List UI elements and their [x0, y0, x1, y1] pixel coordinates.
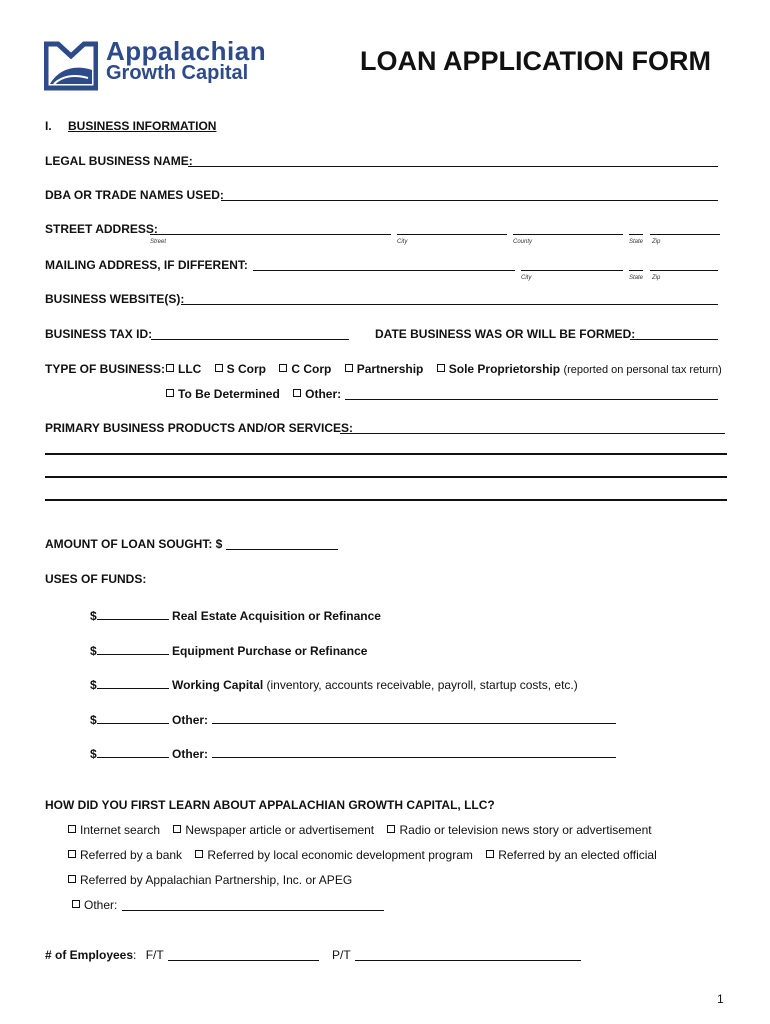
use-row [90, 745, 208, 761]
use-amount-field[interactable] [97, 711, 169, 724]
tax-id-label: BUSINESS TAX ID: [45, 327, 153, 341]
checkbox-icon [293, 389, 301, 397]
checkbox-icon [68, 825, 76, 833]
checkbox-icon [68, 850, 76, 858]
dollar-sign: $ [90, 713, 97, 727]
referral-row-3 [68, 873, 352, 887]
use-amount-field[interactable] [97, 642, 169, 655]
use-label: Working Capital [172, 678, 264, 692]
logo-name-line2: Growth Capital [106, 62, 249, 84]
mailing-zip-field[interactable] [650, 270, 718, 271]
use-label: Other: [172, 713, 209, 727]
use-amount-field[interactable] [97, 607, 169, 620]
referral-apeg[interactable]: Referred by Appalachian Partnership, Inc. or APEG [68, 873, 352, 887]
mailing-sub-city: City [521, 275, 532, 281]
checkbox-icon [173, 825, 181, 833]
street-county-field[interactable] [513, 234, 623, 235]
street-zip-field[interactable] [650, 234, 720, 235]
loan-amount-label: AMOUNT OF LOAN SOUGHT: $ [45, 537, 223, 551]
referral-internet[interactable]: Internet search [68, 823, 160, 837]
page-number: 1 [717, 992, 724, 1006]
sole-proprietorship-note: (reported on personal tax return) [563, 364, 722, 376]
dba-label: DBA OR TRADE NAMES USED: [45, 188, 224, 202]
products-line-2[interactable] [45, 476, 727, 478]
street-sub-city: City [397, 239, 408, 245]
mailing-label: MAILING ADDRESS, IF DIFFERENT: [45, 258, 248, 272]
dollar-sign: $ [90, 644, 97, 658]
option-to-be-determined[interactable]: To Be Determined [166, 387, 280, 401]
checkbox-icon [437, 364, 445, 372]
employees-row [45, 948, 164, 962]
referral-radio-tv[interactable]: Radio or television news story or advertisement [387, 823, 651, 837]
referral-row-1 [68, 823, 652, 837]
legal-name-field[interactable] [188, 166, 718, 167]
mailing-city-field[interactable] [521, 270, 623, 271]
dollar-sign: $ [90, 609, 97, 623]
checkbox-icon [68, 875, 76, 883]
referral-other[interactable] [72, 898, 117, 912]
referral-row-2 [68, 848, 657, 862]
option-sole-proprietorship[interactable]: Sole Proprietorship [437, 362, 560, 376]
street-sub-state: State [629, 239, 644, 245]
part-time-label: P/T [332, 948, 351, 962]
street-field[interactable] [150, 234, 391, 235]
logo-name-line1: Appalachian [106, 36, 267, 66]
full-time-label: F/T [145, 948, 164, 962]
use-row [90, 607, 381, 623]
part-time-field[interactable] [355, 960, 581, 961]
street-city-field[interactable] [397, 234, 507, 235]
employees-colon: : [133, 948, 137, 962]
section-heading: BUSINESS INFORMATION [68, 119, 217, 133]
checkbox-icon [195, 850, 203, 858]
date-formed-field[interactable] [630, 339, 718, 340]
checkbox-icon [279, 364, 287, 372]
page-title: LOAN APPLICATION FORM [360, 46, 711, 76]
mailing-sub-zip: Zip [652, 275, 661, 281]
option-other[interactable]: Other: [293, 387, 341, 401]
tax-id-field[interactable] [151, 339, 349, 340]
products-line-3[interactable] [45, 499, 727, 501]
use-row [90, 711, 208, 727]
use-row [90, 676, 578, 692]
section-number: I. [45, 119, 52, 133]
website-field[interactable] [181, 304, 718, 305]
checkbox-icon [72, 900, 80, 908]
business-type-options-2 [166, 387, 341, 401]
option-c-corp[interactable]: C Corp [279, 362, 331, 376]
logo [44, 36, 284, 94]
use-amount-field[interactable] [97, 676, 169, 689]
street-sub-street: Street [150, 239, 167, 245]
referral-bank[interactable]: Referred by a bank [68, 848, 182, 862]
uses-of-funds-label: USES OF FUNDS: [45, 572, 147, 586]
business-type-options [166, 362, 722, 376]
street-label: STREET ADDRESS: [45, 222, 158, 236]
mailing-street-field[interactable] [253, 270, 515, 271]
street-sub-zip: Zip [652, 239, 661, 245]
use-label: Other: [172, 747, 209, 761]
loan-amount-field[interactable] [226, 549, 338, 550]
option-partnership[interactable]: Partnership [345, 362, 424, 376]
products-label: PRIMARY BUSINESS PRODUCTS AND/OR SERVICES: [45, 421, 354, 435]
referral-econ-dev[interactable]: Referred by local economic development program [195, 848, 472, 862]
dollar-sign: $ [90, 678, 97, 692]
mailing-state-field[interactable] [629, 270, 643, 271]
date-formed-label: DATE BUSINESS WAS OR WILL BE FORMED: [375, 327, 636, 341]
referral-other-label: Other: [84, 898, 118, 912]
full-time-field[interactable] [168, 960, 319, 961]
employees-label: # of Employees [45, 948, 134, 962]
checkbox-icon [486, 850, 494, 858]
referral-other-field[interactable] [122, 910, 384, 911]
use-label: Real Estate Acquisition or Refinance [172, 609, 381, 623]
dollar-sign: $ [90, 747, 97, 761]
referral-newspaper[interactable]: Newspaper article or advertisement [173, 823, 374, 837]
website-label: BUSINESS WEBSITE(S): [45, 292, 185, 306]
use-label: Equipment Purchase or Refinance [172, 644, 368, 658]
business-type-label: TYPE OF BUSINESS: [45, 362, 166, 376]
use-other-field-1[interactable] [212, 723, 616, 724]
products-field[interactable] [340, 433, 725, 434]
dba-field[interactable] [221, 200, 718, 201]
option-llc[interactable]: LLC [166, 362, 201, 376]
use-other-field-2[interactable] [212, 757, 616, 758]
legal-name-label: LEGAL BUSINESS NAME: [45, 154, 193, 168]
street-sub-county: County [513, 239, 533, 245]
use-row [90, 642, 367, 658]
mailing-sub-state: State [629, 275, 644, 281]
option-s-corp[interactable]: S Corp [215, 362, 266, 376]
use-note: (inventory, accounts receivable, payroll, startup costs, etc.) [266, 678, 578, 692]
use-amount-field[interactable] [97, 745, 169, 758]
products-line-1[interactable] [45, 453, 727, 455]
checkbox-icon [166, 389, 174, 397]
referral-question: HOW DID YOU FIRST LEARN ABOUT APPALACHIAN GROWTH CAPITAL, LLC? [45, 798, 495, 812]
business-type-other-field[interactable] [345, 399, 718, 400]
referral-elected-official[interactable]: Referred by an elected official [486, 848, 657, 862]
street-state-field[interactable] [629, 234, 643, 235]
checkbox-icon [345, 364, 353, 372]
checkbox-icon [215, 364, 223, 372]
checkbox-icon [166, 364, 174, 372]
logo-mark-icon [44, 40, 98, 92]
checkbox-icon [387, 825, 395, 833]
